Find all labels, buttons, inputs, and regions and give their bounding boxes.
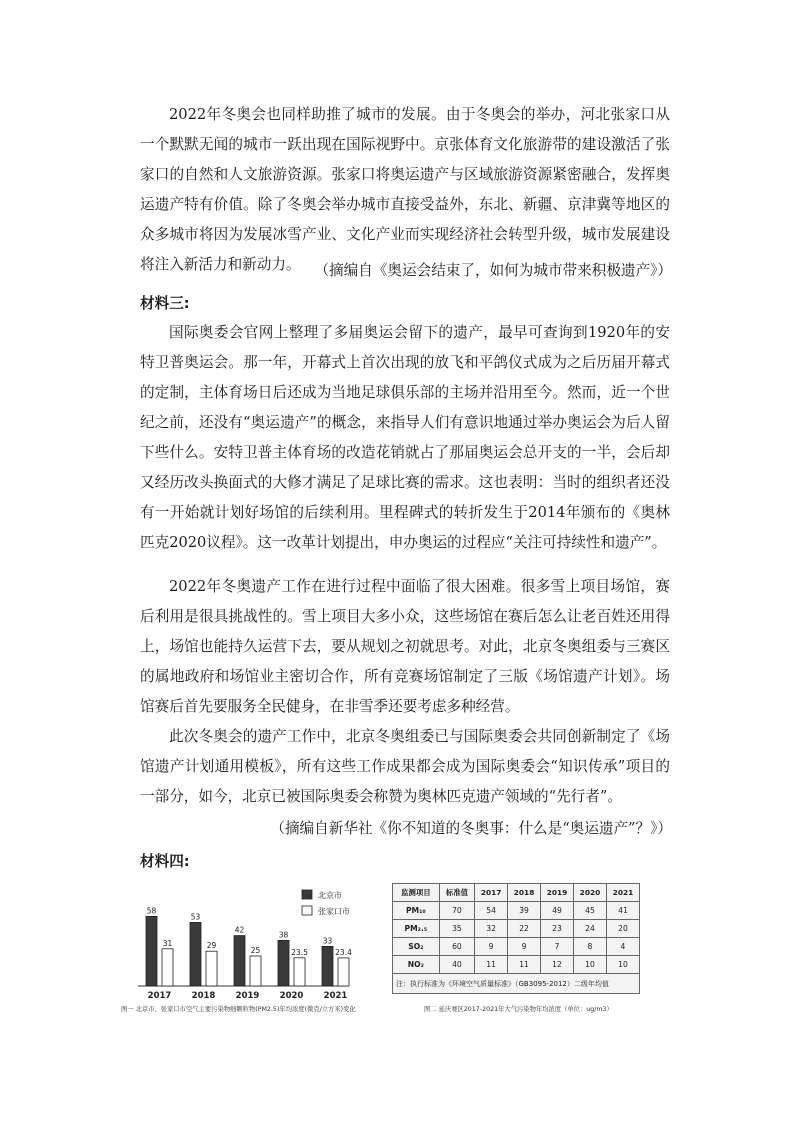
table-cell: 8	[573, 938, 606, 956]
table-cell: 11	[508, 956, 541, 974]
table-note: 注：执行标准为《环境空气质量标准》（GB3095-2012）二级年均值	[393, 974, 640, 994]
data-label: 42	[234, 925, 245, 935]
bar	[146, 916, 157, 986]
data-label: 29	[206, 941, 217, 951]
bar	[234, 936, 245, 986]
table-cell: 39	[508, 902, 541, 920]
row-label: SO₂	[393, 938, 440, 956]
table-cell: 20	[606, 920, 639, 938]
data-label: 23.4	[335, 947, 352, 957]
paragraph-winter-olympics-city: 2022年冬奥会也同样助推了城市的发展。由于冬奥会的举办，河北张家口从一个默默无闻的城市一跃出现在国际视野中。京张体育文化旅游带的建设激活了张家口的自然和人文旅游资源。张家口将奥运遗产与区域旅游资源紧密融合，发挥奥运遗产特有价值。除了冬奥会举办城市直接受益外，东北、新疆、京津冀等地区的众多城市将因为发展冰雪产业、文化产业而实现经济社会转型升级，城市发展建设将注入新活力和新动力。	[140, 106, 670, 273]
figure1-caption: 图一 北京市、张家口市空气主要污染物细颗粒物(PM2.5)年均浓度(微克/立方米)变化	[121, 1006, 356, 1013]
bar	[190, 922, 201, 986]
table-header-cell: 2017	[475, 884, 508, 902]
data-label: 33	[322, 936, 333, 946]
legend-swatch	[302, 906, 312, 915]
table-header-cell: 2020	[573, 884, 606, 902]
table-cell: 32	[475, 920, 508, 938]
data-label: 53	[190, 912, 201, 922]
data-label: 23.5	[291, 947, 308, 957]
table-row	[393, 938, 640, 956]
data-label: 31	[162, 938, 173, 948]
table-cell: 24	[573, 920, 606, 938]
legend-label: 北京市	[318, 891, 342, 900]
table-cell: 11	[475, 956, 508, 974]
row-label: PM₁₀	[393, 902, 440, 920]
paragraph-2022-legacy-difficulty: 2022年冬奥遗产工作在进行过程中面临了很大困难。很多雪上项目场馆，赛后利用是很具挑战性的。雪上项目大多小众，这些场馆在赛后怎么让老百姓还用得上，场馆也能持久运营下去，要从规划之初就思考。对此，北京冬奥组委与三赛区的属地政府和场馆业主密切合作，所有竞赛场馆制定了三版《场馆遗产计划》。场馆赛后首先要服务全民健身，在非雪季还要考虑多种经营。	[140, 578, 670, 715]
table-cell: 40	[439, 956, 474, 974]
table-cell: 41	[606, 902, 639, 920]
table-cell: 22	[508, 920, 541, 938]
table-cell: 7	[541, 938, 574, 956]
data-label: 25	[250, 946, 261, 955]
bar	[278, 940, 289, 986]
table-cell: 4	[606, 938, 639, 956]
bar	[206, 951, 217, 986]
table-header-cell: 2019	[541, 884, 574, 902]
table-cell: 10	[606, 956, 639, 974]
table-cell: 9	[475, 938, 508, 956]
source-citation-2: （摘编自新华社《你不知道的冬奥事：什么是“奥运遗产”？》）	[270, 820, 672, 837]
table-cell: 35	[439, 920, 474, 938]
figure2-caption: 图二 延庆赛区2017-2021年大气污染物年均浓度（单位：ug/m3）	[424, 1006, 613, 1013]
table-cell: 49	[541, 902, 574, 920]
x-tick-label: 2020	[279, 991, 304, 1001]
paragraph-venue-legacy-template: 此次冬奥会的遗产工作中，北京冬奥组委已与国际奥委会共同创新制定了《场馆遗产计划通用模板》，所有这些工作成果都会成为国际奥委会“知识传承”项目的一部分，如今，北京已被国际奥委会称赞为奥林匹克遗产领域的“先行者”。	[140, 728, 670, 805]
table-cell: 23	[541, 920, 574, 938]
table-cell: 10	[573, 956, 606, 974]
x-tick-label: 2019	[235, 991, 260, 1001]
yanqing-pollutant-table	[392, 883, 640, 994]
table-row	[393, 956, 640, 974]
material-four-heading: 材料四:	[140, 853, 190, 870]
pm25-bar-chart	[122, 880, 384, 1004]
table-cell: 45	[573, 902, 606, 920]
table-header-cell: 监测项目	[393, 884, 440, 902]
table-header-row	[393, 884, 640, 902]
data-label: 58	[146, 906, 157, 916]
bar	[250, 956, 261, 986]
table-header-cell: 2021	[606, 884, 639, 902]
x-tick-label: 2021	[323, 991, 348, 1001]
table-header-cell: 标准值	[439, 884, 474, 902]
legend-swatch	[302, 890, 312, 899]
row-label: NO₂	[393, 956, 440, 974]
x-tick-label: 2017	[147, 991, 172, 1001]
paragraph-olympic-legacy-history: 国际奥委会官网上整理了多届奥运会留下的遗产，最早可查询到1920年的安特卫普奥运会。那一年，开幕式上首次出现的放飞和平鸽仪式成为之后历届开幕式的定制，主体育场日后还成为当地足球俱乐部的主场并沿用至今。然而，近一个世纪之前，还没有“奥运遗产”的概念，来指导人们有意识地通过举办奥运会为后人留下些什么。安特卫普主体育场的改造花销就占了那届奥运会总开支的一半，会后却又经历改头换面式的大修才满足了足球比赛的需求。这也表明：当时的组织者还没有一开始就计划好场馆的后续利用。里程碑式的转折发生于2014年颁布的《奥林匹克2020议程》。这一改革计划提出，申办奥运的过程应“关注可持续性和遗产”。	[140, 324, 670, 551]
row-label: PM₂.₅	[393, 920, 440, 938]
source-citation-1: （摘编自《奥运会结束了，如何为城市带来积极遗产》）	[314, 262, 672, 279]
legend-label: 张家口市	[318, 907, 350, 916]
bar	[294, 958, 305, 986]
table-cell: 9	[508, 938, 541, 956]
table-cell: 54	[475, 902, 508, 920]
table-cell: 12	[541, 956, 574, 974]
table-cell: 70	[439, 902, 474, 920]
table-row	[393, 902, 640, 920]
table-cell: 60	[439, 938, 474, 956]
table-note-row	[393, 974, 640, 994]
material-three-heading: 材料三:	[140, 295, 190, 312]
bar	[322, 946, 333, 986]
table-row	[393, 920, 640, 938]
data-label: 38	[278, 930, 289, 940]
bar	[162, 949, 173, 986]
bar	[338, 958, 349, 986]
table-header-cell: 2018	[508, 884, 541, 902]
x-tick-label: 2018	[191, 991, 216, 1001]
